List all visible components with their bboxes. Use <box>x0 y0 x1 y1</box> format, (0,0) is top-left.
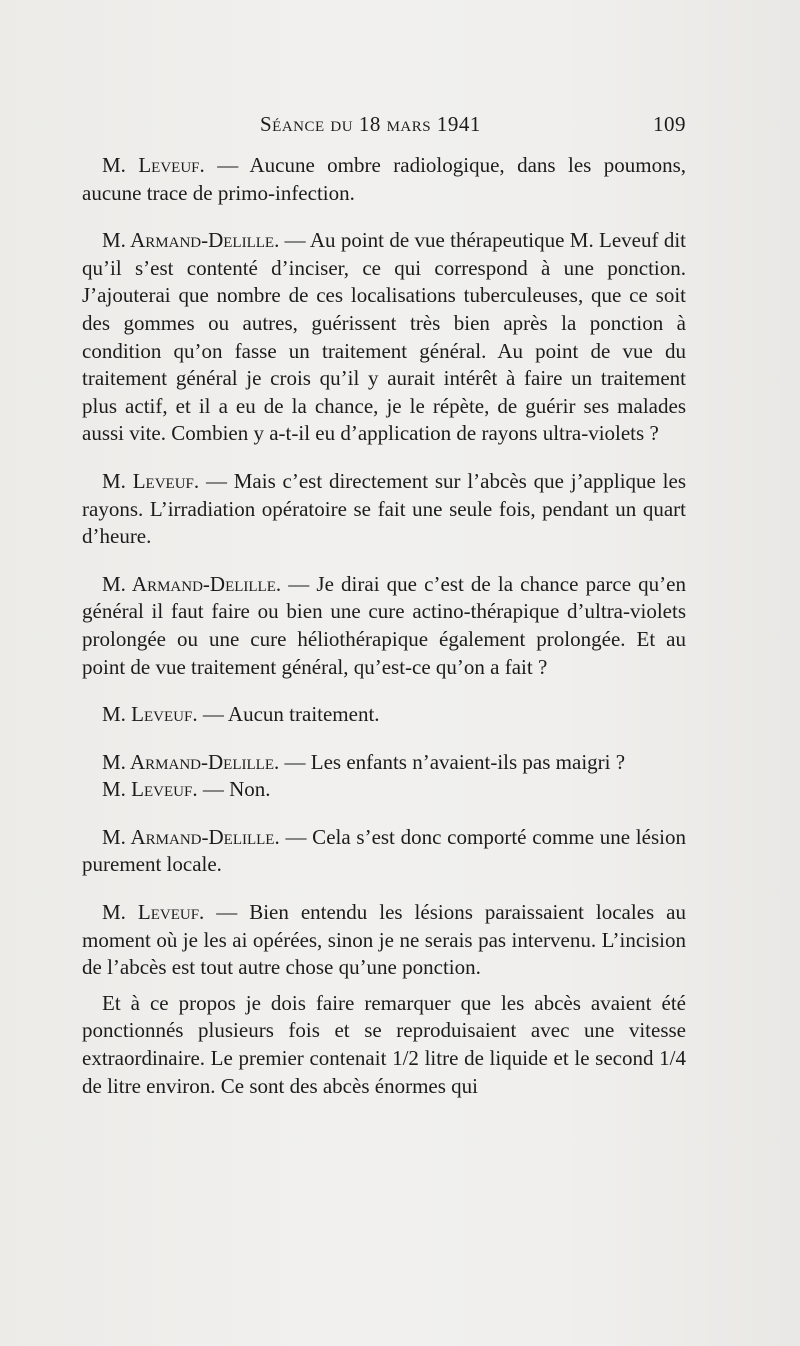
speaker-name: M. Armand-Delille. <box>102 228 280 253</box>
speaker-name: M. Leveuf. <box>102 702 198 727</box>
paragraph <box>82 571 686 681</box>
speaker-name: M. Leveuf. <box>102 468 200 493</box>
paragraph <box>82 749 686 777</box>
speaker-name: M. Leveuf. <box>102 153 205 177</box>
paragraph-text: — Aucun traitement. <box>197 702 380 727</box>
speaker-name: M. Armand-Delille. <box>102 749 280 774</box>
paragraph <box>82 824 686 879</box>
paragraph-text: — Je dirai que c’est de la chance parce qu’en général il faut faire ou bien une cure actino-thérapique d’ultra-violets prolongée ou une cure héliothérapique également prolongée. Et au point de vue traitement général, qu’est-ce qu’on a fait ? <box>82 571 686 679</box>
paragraph-text: — Les enfants n’avaient-ils pas maigri ? <box>279 749 626 774</box>
paragraph <box>82 776 686 804</box>
paragraph <box>82 152 686 207</box>
paragraph-text: — Cela s’est donc comporté comme une lésion purement locale. <box>82 824 686 877</box>
paragraph-text: Et à ce propos je dois faire remarquer que les abcès avaient été ponctionnés plusieurs fois et se reproduisaient avec une vitesse extraordinaire. Le premier contenait 1/2 litre de liquide et le second 1/4 de litre environ. Ce sont des abcès énormes qui <box>82 990 686 1098</box>
running-header <box>82 112 686 140</box>
paragraph <box>82 990 686 1100</box>
paragraph-text: — Mais c’est directement sur l’abcès que j’applique les rayons. L’irradiation opératoire se fait une seule fois, pendant un quart d’heure. <box>82 468 686 549</box>
paragraph <box>82 701 686 729</box>
paragraph-text: — Aucune ombre radiologique, dans les poumons, aucune trace de primo-infection. <box>82 153 686 205</box>
speaker-name: M. Leveuf. <box>102 900 205 925</box>
speaker-name: M. Armand-Delille. <box>102 571 282 596</box>
speaker-name: M. Leveuf. <box>102 777 198 802</box>
paragraph <box>82 899 686 982</box>
paragraph-text: — Non. <box>197 777 271 802</box>
page-body <box>82 152 686 1100</box>
paragraph <box>82 468 686 551</box>
running-title: Séance du 18 mars 1941 <box>260 112 481 136</box>
page-number: 109 <box>653 112 686 136</box>
speaker-name: M. Armand-Delille. <box>102 824 280 849</box>
paragraph-text: — Bien entendu les lésions paraissaient locales au moment où je les ai opérées, sinon je ne serais pas intervenu. L’incision de l’abcès est tout autre chose qu’une ponction. <box>82 900 686 980</box>
paragraph-text: — Au point de vue thérapeutique M. Leveuf dit qu’il s’est contenté d’inciser, ce qui correspond à une ponction. J’ajouterai que nombre de ces localisations tuberculeuses, que ce soit des gommes ou autres, guérissent très bien après la ponction à condition qu’on fasse un traitement général. Au point de vue du traitement général je crois qu’il y aurait intérêt à faire un traitement plus actif, et il a eu de la chance, je le répète, de guérir ses malades aussi vite. Combien y a-t-il eu d’application de rayons ultra-violets ? <box>82 228 686 446</box>
paragraph <box>82 227 686 448</box>
